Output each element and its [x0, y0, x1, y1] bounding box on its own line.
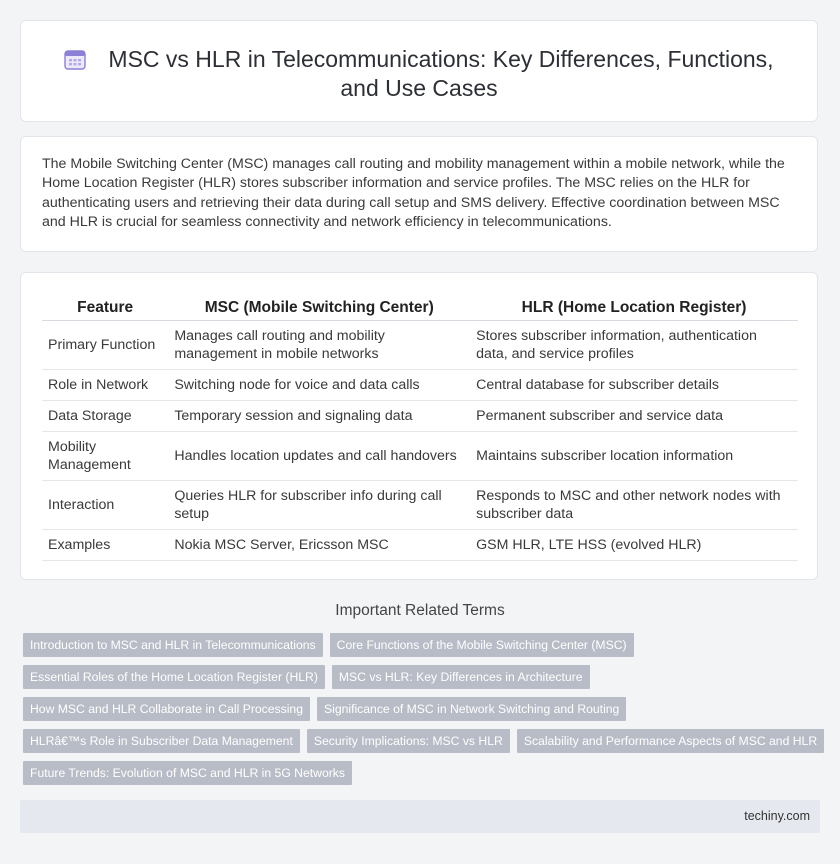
- related-tag[interactable]: Scalability and Performance Aspects of MSC and HLR: [517, 729, 824, 753]
- related-tag[interactable]: Security Implications: MSC vs HLR: [307, 729, 510, 753]
- table-row: [42, 481, 798, 530]
- table-cell: Role in Network: [42, 370, 168, 401]
- table-cell: Permanent subscriber and service data: [470, 401, 798, 432]
- table-cell: Interaction: [42, 481, 168, 530]
- table-cell: Responds to MSC and other network nodes with subscriber data: [470, 481, 798, 530]
- table-row: [42, 401, 798, 432]
- intro-card: [20, 136, 818, 252]
- related-tags: [23, 633, 818, 793]
- table-header-row: [42, 297, 798, 321]
- page-title: [21, 45, 817, 103]
- table-cell: Stores subscriber information, authentication data, and service profiles: [470, 321, 798, 370]
- table-cell: Nokia MSC Server, Ericsson MSC: [168, 530, 470, 561]
- table-cell: Mobility Management: [42, 432, 168, 481]
- related-terms-heading: Important Related Terms: [335, 602, 505, 619]
- table-row: [42, 530, 798, 561]
- header-feature: Feature: [42, 297, 168, 321]
- table-cell: Queries HLR for subscriber info during call setup: [168, 481, 470, 530]
- title-line-1: MSC vs HLR in Telecommunications: Key Differences, Functions,: [108, 46, 774, 72]
- table-cell: Maintains subscriber location information: [470, 432, 798, 481]
- table-cell: Primary Function: [42, 321, 168, 370]
- table-cell: Manages call routing and mobility management in mobile networks: [168, 321, 470, 370]
- comparison-table: [42, 297, 798, 561]
- header-hlr: HLR (Home Location Register): [470, 297, 798, 321]
- related-tag[interactable]: MSC vs HLR: Key Differences in Architecture: [332, 665, 590, 689]
- related-tag[interactable]: Significance of MSC in Network Switching and Routing: [317, 697, 626, 721]
- table-row: [42, 432, 798, 481]
- intro-paragraph: The Mobile Switching Center (MSC) manages call routing and mobility management within a mobile network, while the Home Location Register (HLR) stores subscriber information and service profiles. The MSC relies on the HLR for authenticating users and retrieving their data during call setup and SMS delivery. Effective coordination between MSC and HLR is crucial for seamless connectivity and network efficiency in telecommunications.: [42, 156, 785, 231]
- header-msc: MSC (Mobile Switching Center): [168, 297, 470, 321]
- title-line-2: and Use Cases: [340, 75, 498, 101]
- table-cell: Central database for subscriber details: [470, 370, 798, 401]
- related-tag[interactable]: How MSC and HLR Collaborate in Call Processing: [23, 697, 310, 721]
- table-cell: Temporary session and signaling data: [168, 401, 470, 432]
- table-cell: Switching node for voice and data calls: [168, 370, 470, 401]
- title-card: [20, 20, 818, 122]
- table-cell: GSM HLR, LTE HSS (evolved HLR): [470, 530, 798, 561]
- comparison-card: [20, 272, 818, 580]
- footer-site-link[interactable]: techiny.com: [744, 809, 810, 823]
- related-tag[interactable]: Introduction to MSC and HLR in Telecommunications: [23, 633, 323, 657]
- related-tag[interactable]: Future Trends: Evolution of MSC and HLR in 5G Networks: [23, 761, 352, 785]
- related-tag[interactable]: Essential Roles of the Home Location Register (HLR): [23, 665, 325, 689]
- table-cell: Handles location updates and call handovers: [168, 432, 470, 481]
- table-cell: Data Storage: [42, 401, 168, 432]
- table-row: [42, 370, 798, 401]
- related-tag[interactable]: Core Functions of the Mobile Switching Center (MSC): [330, 633, 634, 657]
- table-cell: Examples: [42, 530, 168, 561]
- footer: [20, 800, 820, 833]
- calendar-icon: [64, 48, 86, 70]
- related-tag[interactable]: HLRâ€™s Role in Subscriber Data Management: [23, 729, 300, 753]
- table-row: [42, 321, 798, 370]
